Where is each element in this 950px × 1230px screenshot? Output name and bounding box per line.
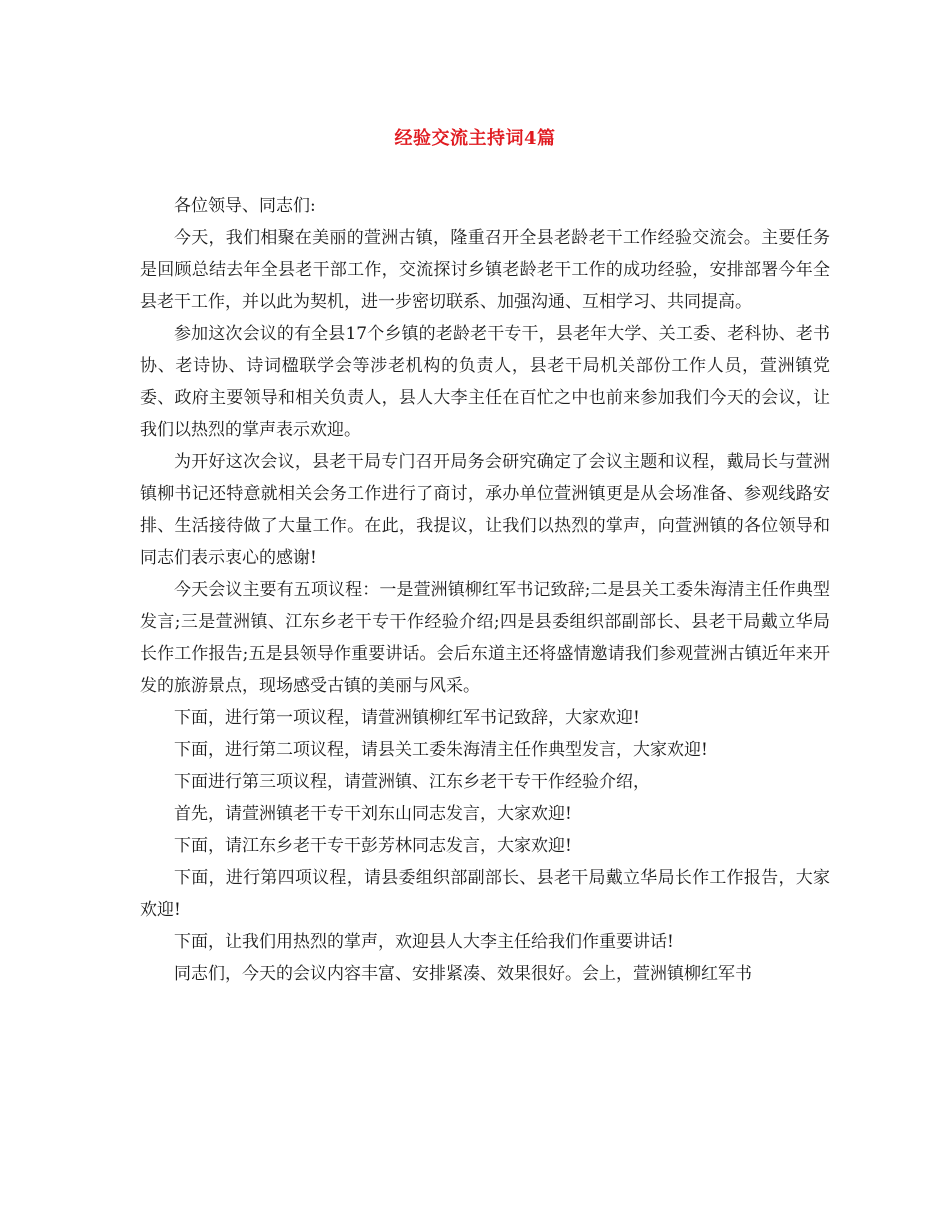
paragraph-item-3-first: 首先，请萱洲镇老干专干刘东山同志发言，大家欢迎!	[174, 804, 572, 824]
document-body	[140, 190, 830, 990]
document-title: 经验交流主持词4篇	[394, 128, 556, 149]
paragraph-item-1: 下面，进行第一项议程，请萱洲镇柳红军书记致辞，大家欢迎!	[174, 708, 640, 728]
paragraph-item-4: 下面，进行第四项议程，请县委组织部副部长、县老干局戴立华局长作工作报告，大家欢迎!	[140, 868, 830, 920]
paragraph-attendees: 参加这次会议的有全县17个乡镇的老龄老干专干，县老年大学、关工委、老科协、老书协、老诗协、诗词楹联学会等涉老机构的负责人，县老干局机关部份工作人员，萱洲镇党委、政府主要领导和相关负责人，县人大李主任在百忙之中也前来参加我们今天的会议，让我们以热烈的掌声表示欢迎。	[140, 324, 830, 440]
paragraph-opening: 今天，我们相聚在美丽的萱洲古镇，隆重召开全县老龄老干工作经验交流会。主要任务是回顾总结去年全县老干部工作，交流探讨乡镇老龄老干工作的成功经验，安排部署今年全县老干工作，并以此为契机，进一步密切联系、加强沟通、互相学习、共同提高。	[140, 228, 830, 312]
paragraph-item-3-second: 下面，请江东乡老干专干彭芳林同志发言，大家欢迎!	[174, 836, 572, 856]
paragraph-agenda: 今天会议主要有五项议程：一是萱洲镇柳红军书记致辞;二是县关工委朱海清主任作典型发言;三是萱洲镇、江东乡老干专干作经验介绍;四是县委组织部副部长、县老干局戴立华局长作工作报告;五是县领导作重要讲话。会后东道主还将盛情邀请我们参观萱洲古镇近年来开发的旅游景点，现场感受古镇的美丽与风采。	[140, 580, 830, 696]
paragraph-item-3: 下面进行第三项议程，请萱洲镇、江东乡老干专干作经验介绍，	[174, 772, 650, 792]
paragraph-thanks: 为开好这次会议，县老干局专门召开局务会研究确定了会议主题和议程，戴局长与萱洲镇柳书记还特意就相关会务工作进行了商讨，承办单位萱洲镇更是从会场准备、参观线路安排、生活接待做了大量工作。在此，我提议，让我们以热烈的掌声，向萱洲镇的各位领导和同志们表示衷心的感谢!	[140, 452, 830, 568]
paragraph-closing: 同志们，今天的会议内容丰富、安排紧凑、效果很好。会上，萱洲镇柳红军书	[174, 964, 752, 984]
paragraph-salutation: 各位领导、同志们:	[174, 196, 316, 216]
paragraph-item-2: 下面，进行第二项议程，请县关工委朱海清主任作典型发言，大家欢迎!	[174, 740, 708, 760]
paragraph-item-5: 下面，让我们用热烈的掌声，欢迎县人大李主任给我们作重要讲话!	[174, 932, 674, 952]
